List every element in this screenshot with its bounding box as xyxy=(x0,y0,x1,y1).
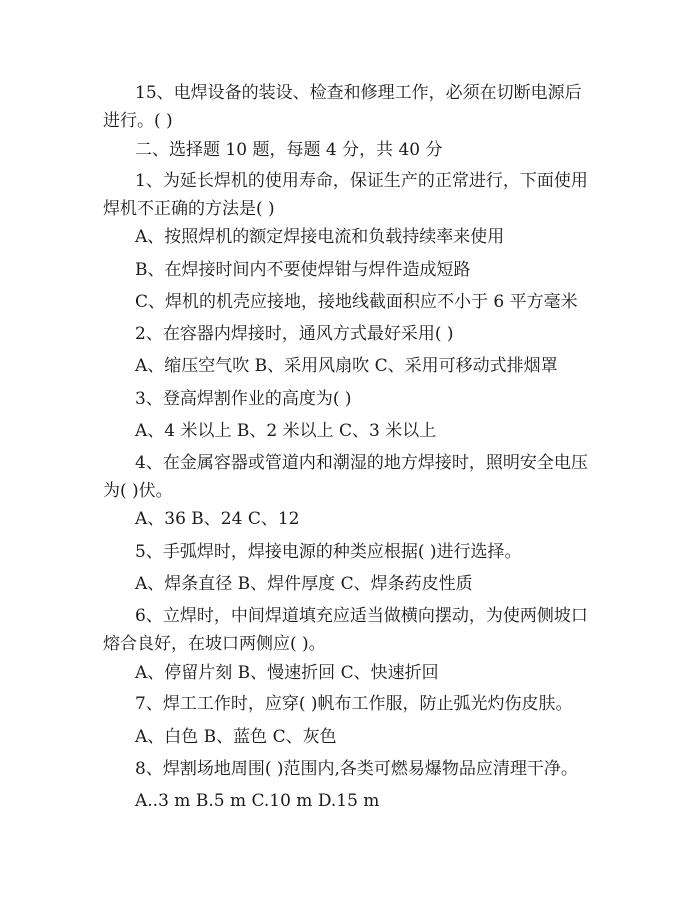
question-2: 2、在容器内焊接时，通风方式最好采用( ) xyxy=(135,324,454,344)
question-8: 8、焊割场地周围( )范围内,各类可燃易爆物品应清理干净。 xyxy=(135,759,578,779)
question-4-options: A、36 B、24 C、12 xyxy=(135,509,300,529)
question-6-options: A、停留片刻 B、慢速折回 C、快速折回 xyxy=(135,663,439,683)
question-1-option-a: A、按照焊机的额定焊接电流和负载持续率来使用 xyxy=(135,227,505,247)
question-7-options: A、白色 B、蓝色 C、灰色 xyxy=(135,727,337,747)
question-7: 7、焊工工作时，应穿( )帆布工作服，防止弧光灼伤皮肤。 xyxy=(135,694,573,714)
question-3: 3、登高焊割作业的高度为( ) xyxy=(135,389,352,409)
question-4: 4、在金属容器或管道内和潮湿的地方焊接时，照明安全电压为( )伏。 xyxy=(103,453,588,501)
question-15: 15、电焊设备的装设、检查和修理工作，必须在切断电源后进行。( ) xyxy=(103,83,582,131)
question-1-option-b: B、在焊接时间内不要使焊钳与焊件造成短路 xyxy=(135,260,471,280)
question-5: 5、手弧焊时，焊接电源的种类应根据( )进行选择。 xyxy=(135,542,522,562)
question-6: 6、立焊时，中间焊道填充应适当做横向摆动，为使两侧坡口熔合良好，在坡口两侧应( )。 xyxy=(103,606,588,654)
question-1-option-c: C、焊机的机壳应接地，接地线截面积应不小于 6 平方毫米 xyxy=(135,292,578,312)
question-1: 1、为延长焊机的使用寿命，保证生产的正常进行，下面使用焊机不正确的方法是( ) xyxy=(103,171,588,219)
question-3-options: A、4 米以上 B、2 米以上 C、3 米以上 xyxy=(135,421,437,441)
section-heading-multiple-choice: 二、选择题 10 题，每题 4 分，共 40 分 xyxy=(135,140,443,160)
question-8-options: A..3 m B.5 m C.10 m D.15 m xyxy=(135,791,380,811)
question-2-options: A、缩压空气吹 B、采用风扇吹 C、采用可移动式排烟罩 xyxy=(135,356,558,376)
question-5-options: A、焊条直径 B、焊件厚度 C、焊条药皮性质 xyxy=(135,574,473,594)
